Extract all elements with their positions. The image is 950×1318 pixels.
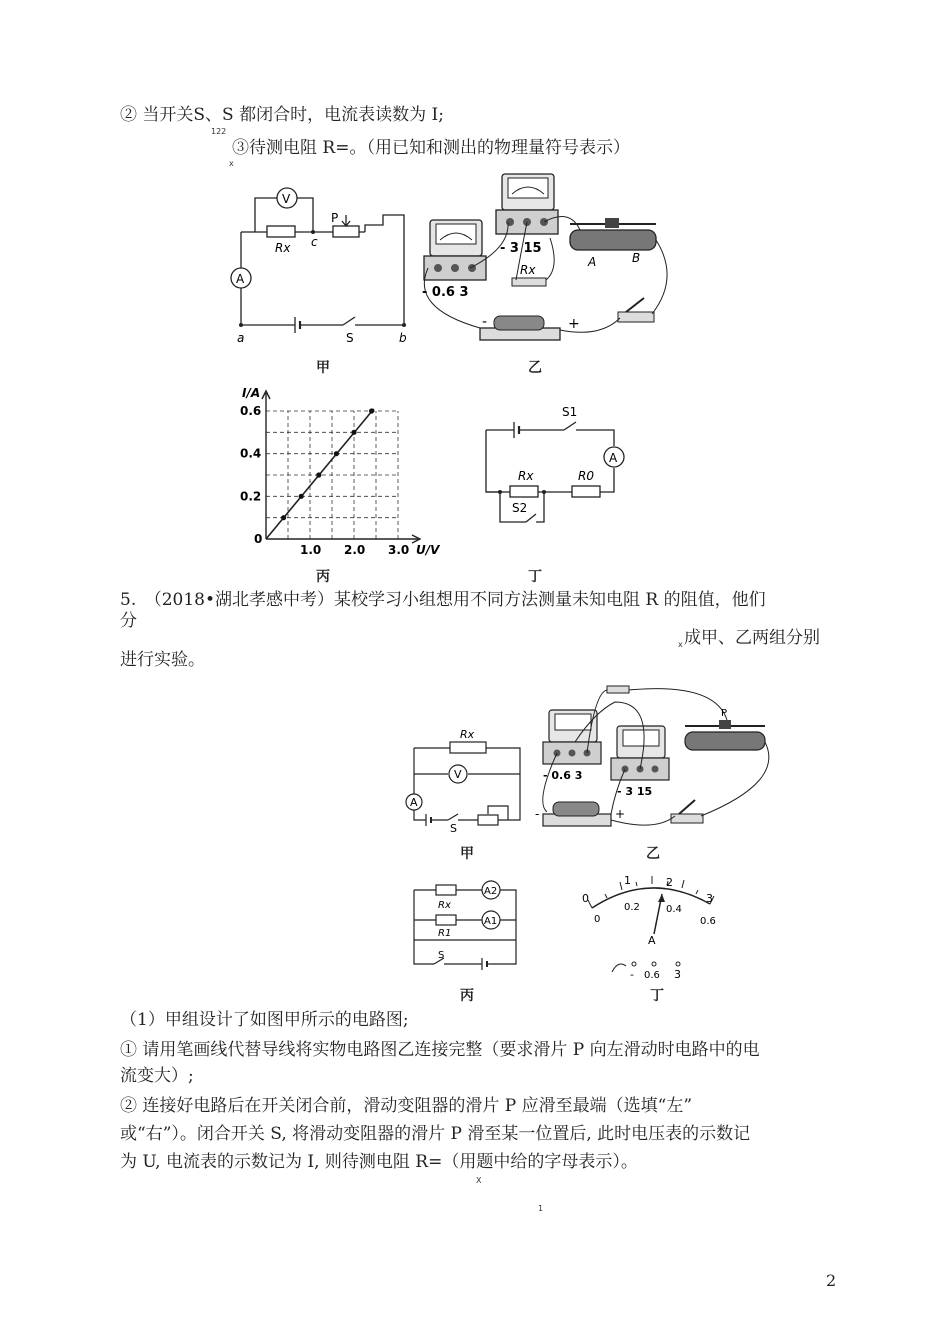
x-tick-label: 1.0 xyxy=(300,543,322,557)
q5-yi-plus: + xyxy=(615,807,626,821)
q5-figure-ding-meter xyxy=(578,872,728,982)
q5-jia-s-label: S xyxy=(450,822,457,835)
q5-yi-battery xyxy=(543,802,611,826)
q5-jia-a-label: A xyxy=(410,796,418,809)
q4-yi-ammeter-range: - 0.6 3 xyxy=(422,285,469,300)
q5-item2b: 或“右”）。闭合开关 S, 将滑动变阻器的滑片 P 滑至某一位置后, 此时电压表的示数记 xyxy=(120,1124,751,1144)
q5-line4: 进行实验。 xyxy=(120,650,205,670)
q5-ding-scale-02: 0.2 xyxy=(624,902,640,913)
data-point xyxy=(369,408,374,413)
q4-yi-rheostat xyxy=(570,218,656,250)
q5-line3: 成甲、乙两组分别 xyxy=(684,628,820,648)
q4-jia-a-label: A xyxy=(236,272,245,286)
q4-figure-yi-caption: 乙 xyxy=(528,360,542,376)
data-point xyxy=(299,494,304,499)
q4-yi-plus: + xyxy=(568,316,580,332)
q5-ding-scale-06: 0.6 xyxy=(700,916,716,927)
q5-bing-a2-label: A2 xyxy=(484,886,498,897)
y-tick-label: 0.6 xyxy=(240,404,262,418)
q5-item2c: 为 U, 电流表的示数记为 I, 则待测电阻 R=（用题中给的字母表示）。 xyxy=(120,1152,638,1172)
q5-ding-term-3: 3 xyxy=(674,968,681,981)
q5-ding-a-label: A xyxy=(648,934,656,947)
q4-figure-ding-circuit xyxy=(480,404,630,529)
q5-ding-tick-0: 0 xyxy=(582,892,589,905)
q4-figure-bing-graph xyxy=(236,382,446,557)
q5-bing-s-label: S xyxy=(438,950,445,961)
q5-line2: 分 xyxy=(120,611,137,631)
q5-part1: （1）甲组设计了如图甲所示的电路图; xyxy=(120,1010,409,1030)
q5-figure-bing-caption: 丙 xyxy=(460,988,474,1004)
q5-yi-ammeter xyxy=(543,710,601,764)
q5-ding-tick-3: 3 xyxy=(706,892,713,905)
origin-label: 0 xyxy=(254,532,263,546)
x-tick-label: 3.0 xyxy=(388,543,410,557)
q5-ding-scale-0: 0 xyxy=(594,914,601,925)
q4-jia-b-node: b xyxy=(399,331,407,345)
q4-ding-s1-label: S1 xyxy=(562,405,578,419)
q5-figure-jia-caption: 甲 xyxy=(460,846,474,862)
q4-figure-yi-apparatus xyxy=(410,168,670,348)
q4-jia-a-node: a xyxy=(237,331,245,345)
q5-ding-tick-1: 1 xyxy=(624,874,631,887)
q5-yi-rheostat xyxy=(685,720,765,750)
q5-jia-rx-label: Rx xyxy=(460,728,475,741)
q4-jia-rx-label: Rx xyxy=(275,241,291,255)
q5-item1: ① 请用笔画线代替导线将实物电路图乙连接完整（要求滑片 P 向左滑动时电路中的电 xyxy=(120,1040,760,1060)
x-tick-label: 2.0 xyxy=(344,543,366,557)
q4-line3-subscript: x xyxy=(229,159,234,168)
q4-ding-rx-label: Rx xyxy=(518,469,534,483)
q5-ding-term-minus: - xyxy=(630,968,634,981)
q4-yi-ammeter xyxy=(424,220,486,280)
q5-yi-voltmeter xyxy=(611,726,669,780)
q5-bing-r1-label: R1 xyxy=(438,928,452,939)
q4-jia-v-label: V xyxy=(282,192,291,206)
q4-yi-minus: - xyxy=(482,314,488,330)
q5-item1b: 流变大）; xyxy=(120,1066,194,1086)
q5-yi-p-label: P xyxy=(721,708,728,719)
y-axis-label: I/A xyxy=(242,386,261,400)
q4-figure-jia-caption: 甲 xyxy=(316,360,330,376)
q4-yi-a-label: A xyxy=(588,255,597,269)
x-axis-label: U/V xyxy=(416,543,440,557)
data-point xyxy=(316,472,321,477)
q4-line2: ② 当开关S、S 都闭合时，电流表读数为 I; xyxy=(120,105,444,125)
q4-yi-resistor xyxy=(512,278,546,286)
q5-yi-minus: - xyxy=(535,807,540,821)
q4-yi-switch xyxy=(618,298,654,322)
q5-yi-ammeter-range: - 0.6 3 xyxy=(543,769,583,782)
q5-yi-resistor xyxy=(607,686,629,693)
q5-jia-v-label: V xyxy=(454,768,462,781)
q5-ding-term-06: 0.6 xyxy=(644,970,660,981)
q5-item2-subscript-x: X xyxy=(476,1176,482,1185)
q4-ding-a-label: A xyxy=(609,451,618,465)
q5-figure-yi-caption: 乙 xyxy=(646,846,660,862)
page-number: 2 xyxy=(826,1271,837,1290)
q4-ding-r0-label: R0 xyxy=(578,469,594,483)
q4-yi-volt-range: - 3 15 xyxy=(500,241,542,256)
q5-item2: ② 连接好电路后在开关闭合前，滑动变阻器的滑片 P 应滑至最端（选填“左” xyxy=(120,1096,693,1116)
q4-yi-voltmeter xyxy=(496,174,558,234)
q5-figure-ding-caption: 丁 xyxy=(650,988,664,1004)
q5-figure-jia-circuit xyxy=(404,728,524,835)
q5-bing-a1-label: A1 xyxy=(484,916,498,927)
data-point xyxy=(351,430,356,435)
q4-yi-battery xyxy=(480,316,560,340)
q4-line3: ③待测电阻 R=。（用已知和测出的物理量符号表示） xyxy=(232,138,630,158)
y-tick-label: 0.4 xyxy=(240,446,262,461)
q4-figure-jia-circuit xyxy=(225,180,415,350)
q4-jia-s-label: S xyxy=(346,331,354,345)
q4-yi-rx-label: Rx xyxy=(520,263,536,277)
q4-line2-subscript: 122 xyxy=(211,127,227,136)
data-point xyxy=(281,515,286,520)
q5-yi-switch xyxy=(671,800,703,823)
q5-figure-bing-circuit xyxy=(404,880,529,975)
q4-yi-b-label: B xyxy=(632,251,641,265)
q5-ding-tick-2: 2 xyxy=(666,876,673,889)
q5-ding-scale-04: 0.4 xyxy=(666,904,682,915)
q5-bing-rx-label: Rx xyxy=(438,900,451,911)
q4-jia-p-label: P xyxy=(331,211,339,225)
q4-jia-c-label: c xyxy=(311,235,318,249)
q4-figure-bing-caption: 丙 xyxy=(316,569,330,585)
y-tick-label: 0.2 xyxy=(240,489,262,504)
q5-figure-yi-apparatus xyxy=(535,682,775,837)
q4-ding-s2-label: S2 xyxy=(512,501,528,515)
q5-item2-subscript-1: 1 xyxy=(538,1204,544,1213)
q4-figure-ding-caption: 丁 xyxy=(528,569,542,585)
q5-line1: 5. （2018•湖北孝感中考）某校学习小组想用不同方法测量未知电阻 R 的阻值，他们 xyxy=(120,590,766,610)
q5-line3-subscript: x xyxy=(678,640,683,649)
q5-yi-volt-range: - 3 15 xyxy=(617,785,653,798)
data-point xyxy=(334,451,339,456)
